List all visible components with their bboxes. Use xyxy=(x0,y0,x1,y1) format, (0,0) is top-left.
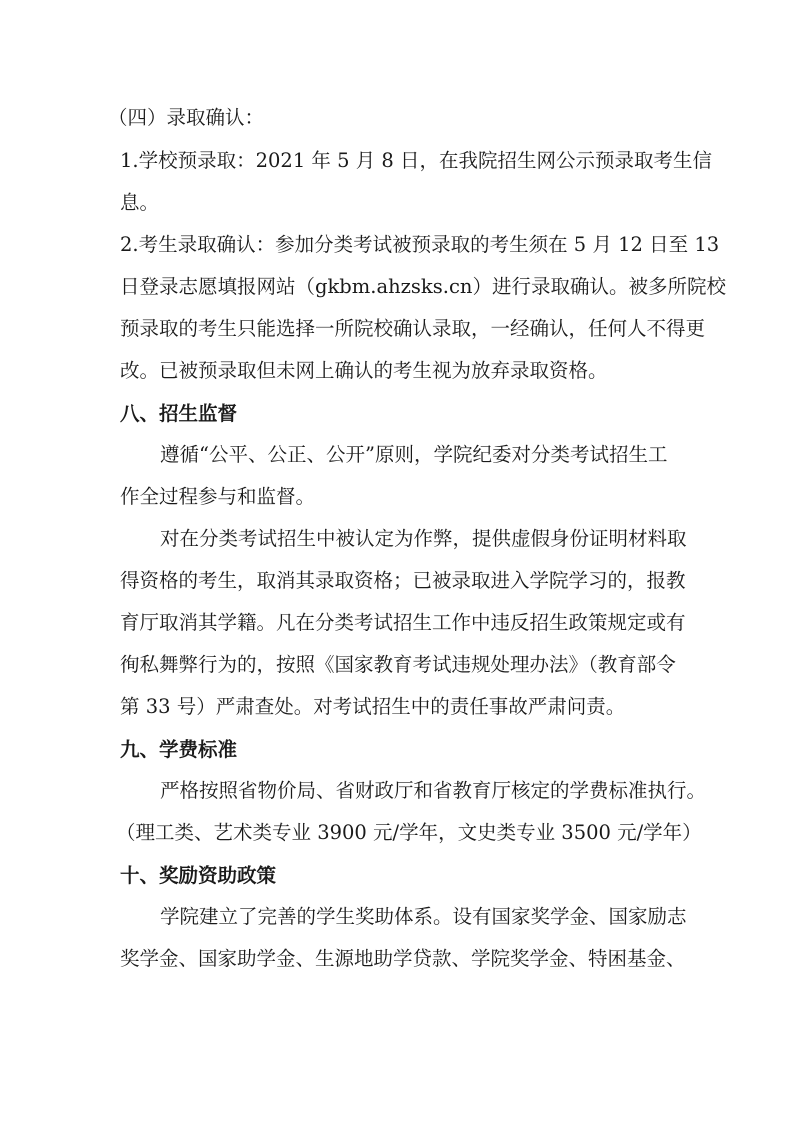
s8-p2-line2: 得资格的考生，取消其录取资格；已被录取进入学院学习的，报教 xyxy=(120,569,686,592)
s10-p1-line1: 学院建立了完善的学生奖助体系。设有国家奖学金、国家励志 xyxy=(160,905,687,928)
item2-line2: 日登录志愿填报网站（gkbm.ahzsks.cn）进行录取确认。被多所院校 xyxy=(120,275,726,298)
s8-p2-line5: 第 33 号）严肃查处。对考试招生中的责任事故严肃问责。 xyxy=(120,695,626,718)
s10-p1-line2: 奖学金、国家助学金、生源地助学贷款、学院奖学金、特困基金、 xyxy=(120,947,686,970)
s9-p1-line1: 严格按照省物价局、省财政厅和省教育厅核定的学费标准执行。 xyxy=(160,779,707,802)
section-9-heading: 九、学费标准 xyxy=(120,738,238,761)
s8-p1-line1: 遵循“公平、公正、公开”原则，学院纪委对分类考试招生工 xyxy=(160,443,668,466)
s9-p1-line2: （理工类、艺术类专业 3900 元/学年，文史类专业 3500 元/学年） xyxy=(116,821,702,844)
s8-p2-line3: 育厅取消其学籍。凡在分类考试招生工作中违反招生政策规定或有 xyxy=(120,611,686,634)
item1-line1: 1.学校预录取：2021 年 5 月 8 日，在我院招生网公示预录取考生信 xyxy=(120,149,713,172)
section-8-heading: 八、招生监督 xyxy=(120,402,238,425)
s8-p1-line2: 作全过程参与和监督。 xyxy=(120,485,316,508)
item1-line2: 息。 xyxy=(120,191,160,214)
section-4-title: （四）录取确认： xyxy=(108,106,265,129)
section-10-heading: 十、奖励资助政策 xyxy=(120,864,277,887)
s8-p2-line1: 对在分类考试招生中被认定为作弊，提供虚假身份证明材料取 xyxy=(160,527,687,550)
item2-line1: 2.考生录取确认：参加分类考试被预录取的考生须在 5 月 12 日至 13 xyxy=(120,233,720,256)
item2-line4: 改。已被预录取但未网上确认的考生视为放弃录取资格。 xyxy=(120,359,608,382)
s8-p2-line4: 徇私舞弊行为的，按照《国家教育考试违规处理办法》（教育部令 xyxy=(120,653,676,676)
item2-line3: 预录取的考生只能选择一所院校确认录取，一经确认，任何人不得更 xyxy=(120,317,706,340)
